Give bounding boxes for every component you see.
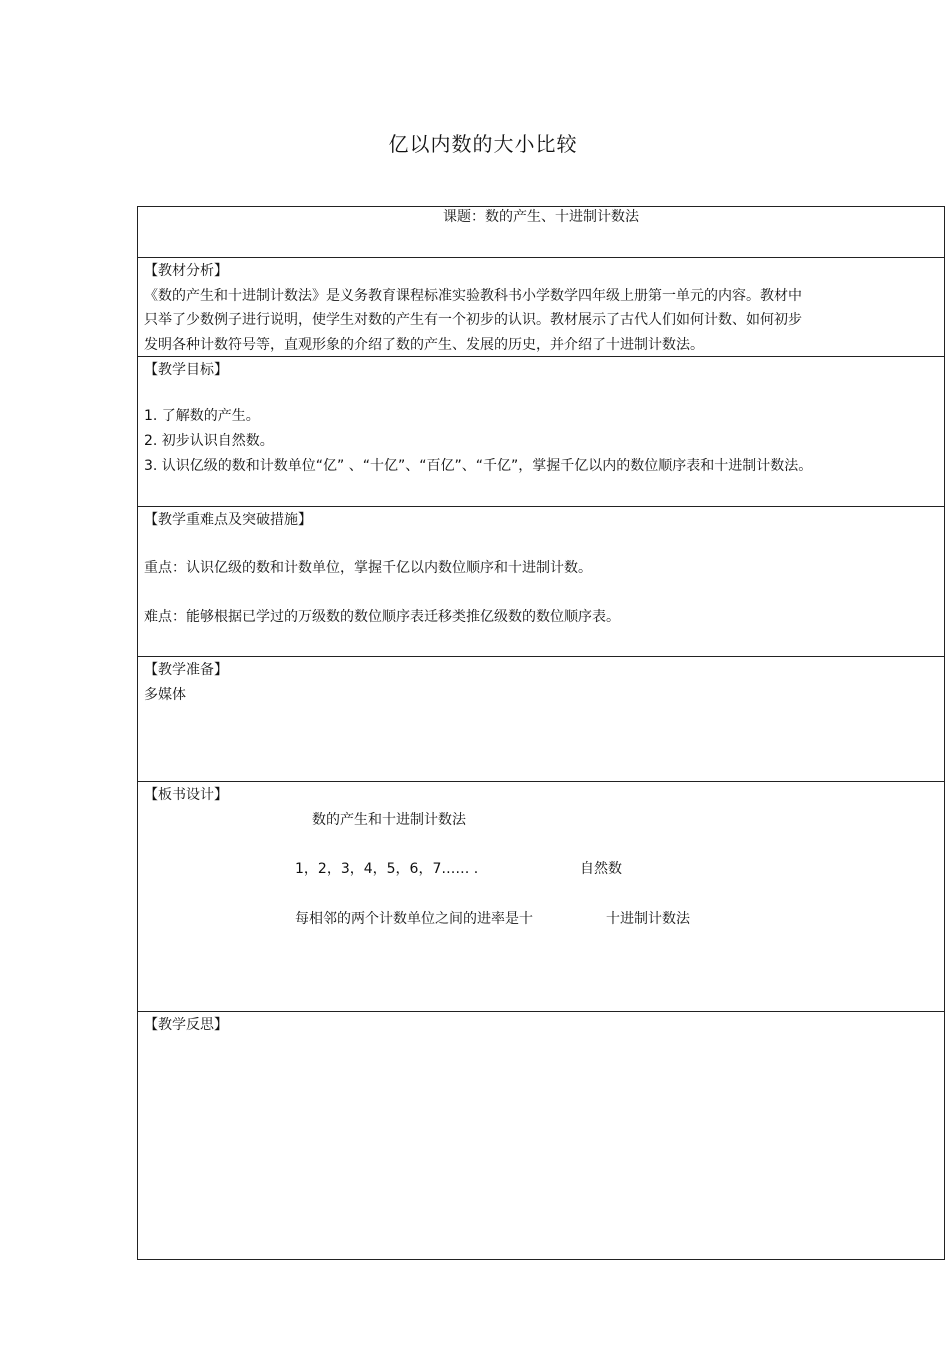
board-decimal-system: 十进制计数法 bbox=[606, 911, 690, 927]
analysis-line: 发明各种计数符号等，直观形象的介绍了数的产生、发展的历史，并介绍了十进制计数法。 bbox=[144, 336, 704, 353]
board-sequence: 1，2，3，4，5，6，7…… . bbox=[295, 861, 479, 877]
reflection-section bbox=[138, 1012, 944, 1259]
reflection-heading: 【教学反思】 bbox=[144, 1017, 228, 1033]
board-heading: 【板书设计】 bbox=[144, 787, 228, 803]
analysis-line: 《数的产生和十进制计数法》是义务教育课程标准实验教科书小学数学四年级上册第一单元的内容。教材中 bbox=[144, 287, 802, 304]
difficulty-text: 难点：能够根据已学过的万级数的数位顺序表迁移类推亿级数的数位顺序表。 bbox=[144, 609, 620, 625]
board-title: 数的产生和十进制计数法 bbox=[312, 812, 466, 828]
analysis-section bbox=[138, 258, 944, 357]
preparation-heading: 【教学准备】 bbox=[144, 662, 228, 678]
objective-item: 3. 认识亿级的数和计数单位“亿” 、“十亿”、“百亿”、“千亿”，掌握千亿以内的数位顺序表和十进制计数法。 bbox=[144, 458, 813, 474]
topic-row bbox=[138, 207, 944, 258]
page-title: 亿以内数的大小比较 bbox=[388, 132, 578, 156]
board-design-section bbox=[138, 782, 944, 1012]
objectives-section bbox=[138, 357, 944, 507]
objectives-heading: 【教学目标】 bbox=[144, 362, 228, 378]
lesson-plan-table bbox=[137, 206, 945, 1260]
key-points-heading: 【教学重难点及突破措施】 bbox=[144, 512, 312, 528]
topic-text: 课题：数的产生、十进制计数法 bbox=[443, 209, 639, 225]
analysis-heading: 【教材分析】 bbox=[144, 263, 228, 279]
key-points-section bbox=[138, 507, 944, 657]
board-natural-numbers: 自然数 bbox=[580, 861, 622, 877]
objective-item: 2. 初步认识自然数。 bbox=[144, 433, 274, 449]
board-rate-text: 每相邻的两个计数单位之间的进率是十 bbox=[295, 911, 533, 927]
preparation-content: 多媒体 bbox=[144, 686, 186, 703]
key-point-text: 重点：认识亿级的数和计数单位，掌握千亿以内数位顺序和十进制计数。 bbox=[144, 560, 592, 576]
objective-item: 1. 了解数的产生。 bbox=[144, 408, 260, 424]
analysis-line: 只举了少数例子进行说明，使学生对数的产生有一个初步的认识。教材展示了古代人们如何计数、如何初步 bbox=[144, 312, 802, 328]
preparation-section bbox=[138, 657, 944, 782]
